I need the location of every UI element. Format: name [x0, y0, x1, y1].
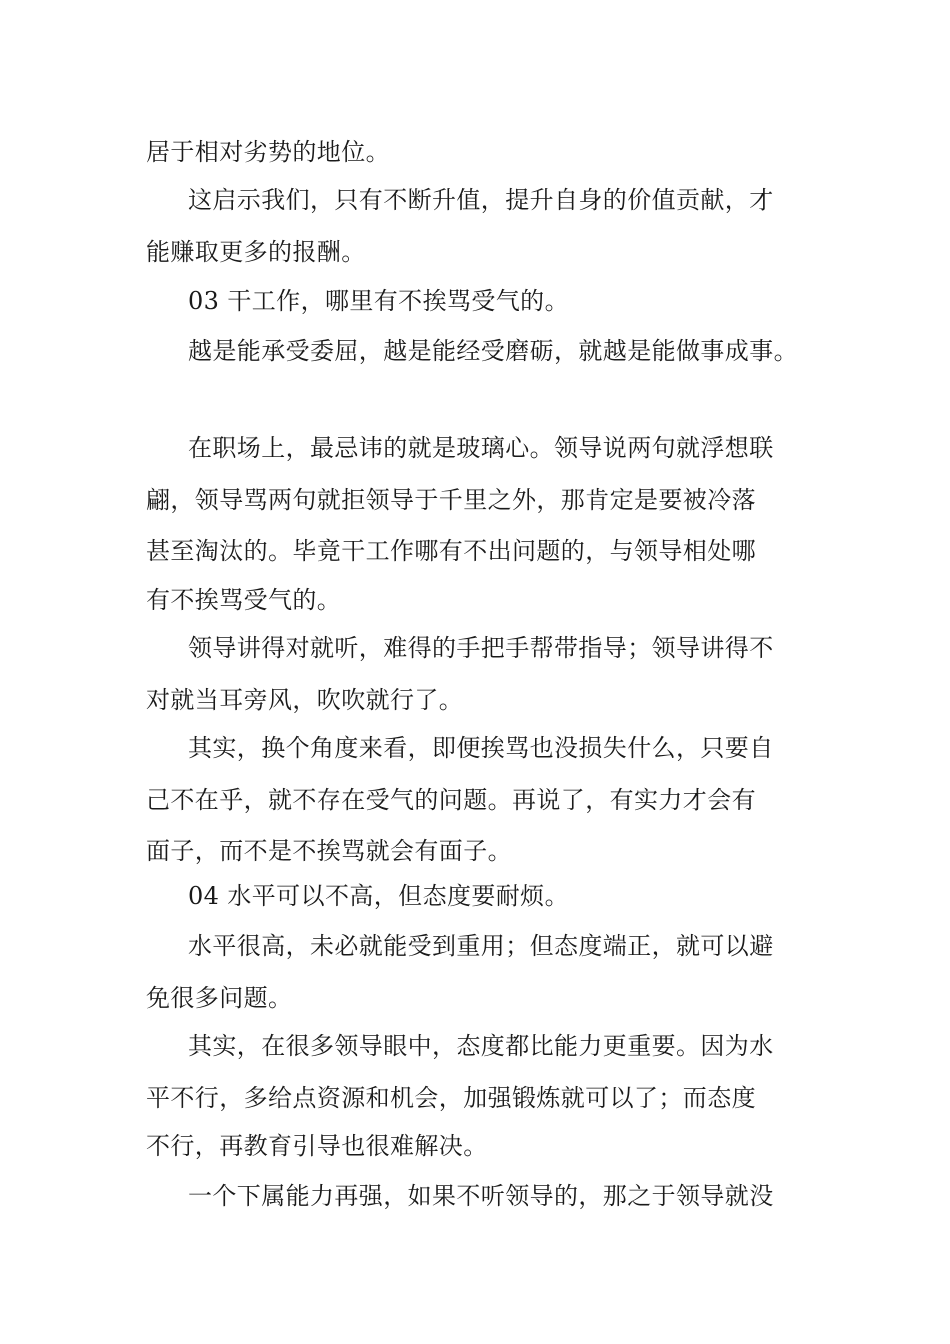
paragraph-line: 水平很高，未必就能受到重用；但态度端正，就可以避	[188, 932, 774, 960]
paragraph-line: 能赚取更多的报酬。	[146, 238, 366, 266]
paragraph-line: 一个下属能力再强，如果不听领导的，那之于领导就没	[188, 1182, 774, 1210]
section-heading: 03 干工作，哪里有不挨骂受气的。	[188, 287, 569, 315]
paragraph-line: 对就当耳旁风，吹吹就行了。	[146, 686, 464, 714]
paragraph-line: 越是能承受委屈，越是能经受磨砺，就越是能做事成事。	[188, 337, 798, 365]
paragraph-line: 这启示我们，只有不断升值，提升自身的价值贡献，才	[188, 186, 774, 214]
paragraph-line: 翩，领导骂两句就拒领导于千里之外，那肯定是要被冷落	[146, 486, 756, 514]
paragraph-line: 有不挨骂受气的。	[146, 586, 342, 614]
paragraph-line: 不行，再教育引导也很难解决。	[146, 1132, 488, 1160]
paragraph-line: 其实，换个角度来看，即便挨骂也没损失什么，只要自	[188, 734, 774, 762]
paragraph-line: 在职场上，最忌讳的就是玻璃心。领导说两句就浮想联	[188, 434, 774, 462]
paragraph-line: 其实，在很多领导眼中，态度都比能力更重要。因为水	[188, 1032, 774, 1060]
paragraph-line: 居于相对劣势的地位。	[146, 138, 390, 166]
paragraph-line: 面子，而不是不挨骂就会有面子。	[146, 837, 512, 865]
section-heading: 04 水平可以不高，但态度要耐烦。	[188, 882, 569, 910]
paragraph-line: 甚至淘汰的。毕竟干工作哪有不出问题的，与领导相处哪	[146, 537, 756, 565]
paragraph-line: 领导讲得对就听，难得的手把手帮带指导；领导讲得不	[188, 634, 774, 662]
paragraph-line: 免很多问题。	[146, 984, 293, 1012]
paragraph-line: 己不在乎，就不存在受气的问题。再说了，有实力才会有	[146, 786, 756, 814]
paragraph-line: 平不行，多给点资源和机会，加强锻炼就可以了；而态度	[146, 1084, 756, 1112]
